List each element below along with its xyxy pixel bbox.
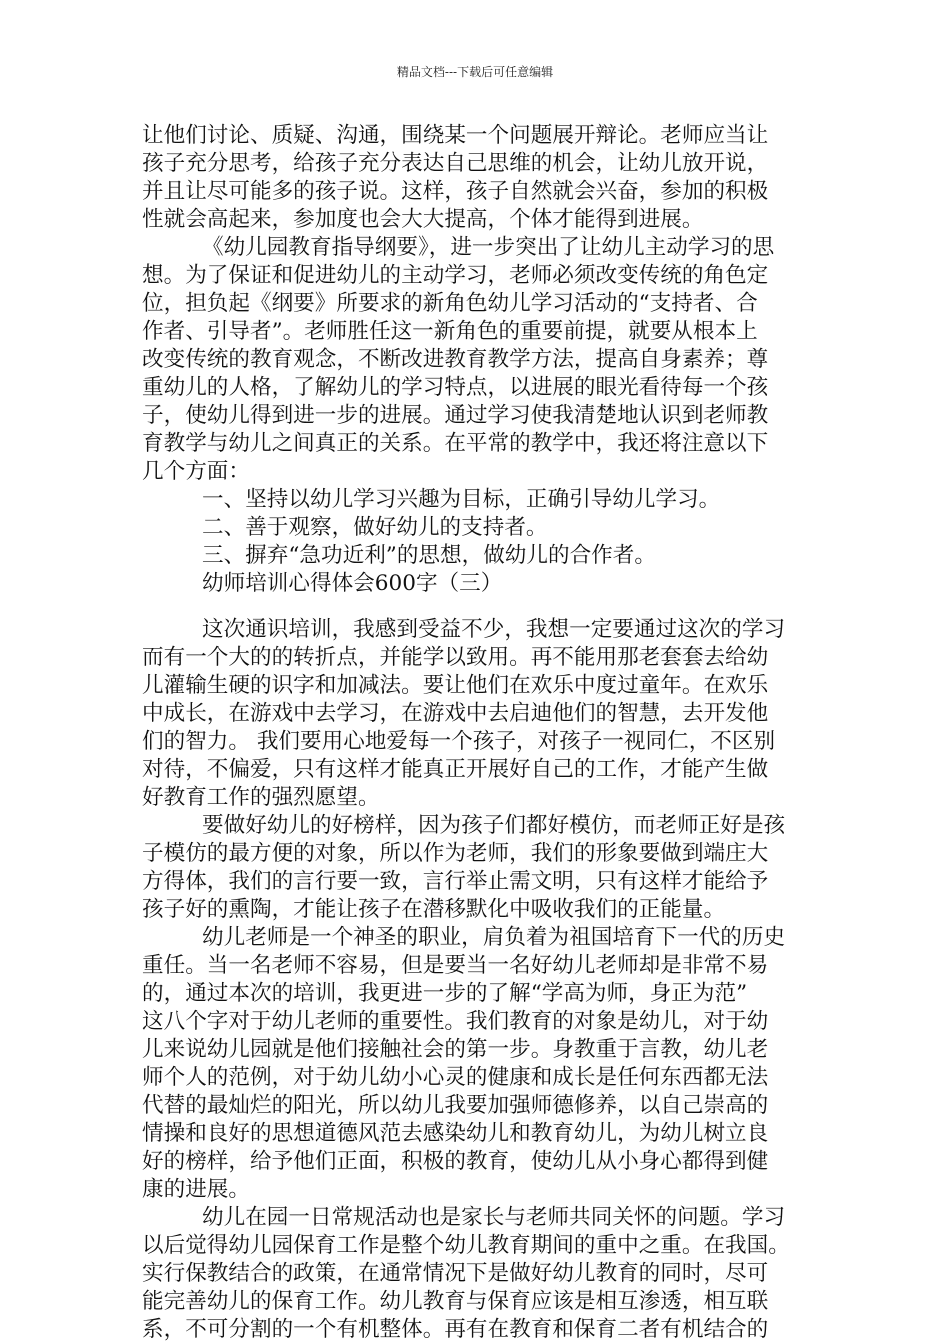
text-line: 让他们讨论、质疑、沟通，围绕某一个问题展开辩论。老师应当让	[142, 123, 769, 148]
text-line: 子，使幼儿得到进一步的进展。通过学习使我清楚地认识到老师教	[142, 403, 769, 428]
blank-spacer	[142, 598, 822, 616]
list-item: 一、坚持以幼儿学习兴趣为目标，正确引导幼儿学习。	[202, 487, 721, 512]
text-line: 重幼儿的人格，了解幼儿的学习特点，以进展的眼光看待每一个孩	[142, 375, 769, 400]
text-line: 改变传统的教育观念，不断改进教育教学方法，提高自身素养；尊	[142, 347, 769, 372]
text-line: 们的智力。 我们要用心地爱每一个孩子，对孩子一视同仁，不区别	[142, 729, 776, 754]
text-line: 性就会高起来，参加度也会大大提高，个体才能得到进展。	[142, 207, 704, 232]
text-line: 重任。当一名老师不容易，但是要当一名好幼儿老师却是非常不易	[142, 953, 769, 978]
section-heading: 幼师培训心得体会600字（三）	[202, 571, 503, 596]
text-line: 位，担负起《纲要》所要求的新角色幼儿学习活动的“支持者、合	[142, 291, 758, 316]
text-line: 孩子充分思考，给孩子充分表达自己思维的机会，让幼儿放开说，	[142, 151, 769, 176]
page-header: 精品文档---下载后可任意编辑	[396, 65, 554, 79]
text-line: 子模仿的最方便的对象，所以作为老师，我们的形象要做到端庄大	[142, 841, 769, 866]
text-line: 好的榜样，给予他们正面，积极的教育，使幼儿从小身心都得到健	[142, 1149, 769, 1174]
text-line: 孩子好的熏陶，才能让孩子在潜移默化中吸收我们的正能量。	[142, 897, 726, 922]
text-line: 而有一个大的的转折点，并能学以致用。再不能用那老套套去给幼	[142, 645, 769, 670]
text-line: 幼儿老师是一个神圣的职业，肩负着为祖国培育下一代的历史	[202, 925, 786, 950]
paragraph-training	[142, 616, 822, 812]
text-line: 好教育工作的强烈愿望。	[142, 785, 380, 810]
text-line: 方得体，我们的言行要一致，言行举止需文明，只有这样才能给予	[142, 869, 769, 894]
text-line: 幼儿在园一日常规活动也是家长与老师共同关怀的问题。学习	[202, 1205, 786, 1230]
text-line: 作者、引导者”。老师胜任这一新角色的重要前提，就要从根本上	[142, 319, 758, 344]
text-line: 以后觉得幼儿园保育工作是整个幼儿教育期间的重中之重。在我国。	[142, 1233, 790, 1258]
paragraph-guidelines	[142, 234, 822, 486]
text-line: 代替的最灿烂的阳光，所以幼儿我要加强师德修养，以自己崇高的	[142, 1093, 769, 1118]
paragraph-role-model	[142, 812, 822, 924]
text-line: 儿来说幼儿园就是他们接触社会的第一步。身教重于言教，幼儿老	[142, 1037, 769, 1062]
list-item: 三、摒弃“急功近利”的思想，做幼儿的合作者。	[202, 543, 656, 568]
list-points	[142, 486, 822, 598]
text-line: 几个方面：	[142, 459, 250, 484]
text-line: 实行保教结合的政策，在通常情况下是做好幼儿教育的同时，尽可	[142, 1261, 769, 1286]
text-line: 《幼儿园教育指导纲要》，进一步突出了让幼儿主动学习的思	[202, 235, 775, 260]
list-item: 二、善于观察，做好幼儿的支持者。	[202, 515, 548, 540]
paragraph-discussion	[142, 122, 822, 234]
paragraph-profession	[142, 924, 822, 1204]
text-line: 中成长，在游戏中去学习，在游戏中去启迪他们的智慧，去开发他	[142, 701, 769, 726]
text-line: 系，不可分割的一个有机整体。再有在教育和保育二者有机结合的	[142, 1317, 769, 1342]
text-line: 康的进展。	[142, 1177, 250, 1202]
text-line: 的，通过本次的培训，我更进一步的了解“学高为师，身正为范”	[142, 981, 748, 1006]
text-line: 儿灌输生硬的识字和加减法。要让他们在欢乐中度过童年。在欢乐	[142, 673, 769, 698]
text-line: 对待，不偏爱，只有这样才能真正开展好自己的工作，才能产生做	[142, 757, 769, 782]
text-line: 并且让尽可能多的孩子说。这样，孩子自然就会兴奋，参加的积极	[142, 179, 769, 204]
document-body	[142, 122, 822, 1344]
text-line: 育教学与幼儿之间真正的关系。在平常的教学中，我还将注意以下	[142, 431, 769, 456]
text-line: 这次通识培训，我感到受益不少，我想一定要通过这次的学习	[202, 617, 786, 642]
text-line: 师个人的范例，对于幼儿幼小心灵的健康和成长是任何东西都无法	[142, 1065, 769, 1090]
text-line: 情操和良好的思想道德风范去感染幼儿和教育幼儿，为幼儿树立良	[142, 1121, 769, 1146]
text-line: 想。为了保证和促进幼儿的主动学习，老师必须改变传统的角色定	[142, 263, 769, 288]
text-line: 这八个字对于幼儿老师的重要性。我们教育的对象是幼儿，对于幼	[142, 1009, 769, 1034]
text-line: 能完善幼儿的保育工作。幼儿教育与保育应该是相互渗透，相互联	[142, 1289, 769, 1314]
text-line: 要做好幼儿的好榜样，因为孩子们都好模仿，而老师正好是孩	[202, 813, 786, 838]
paragraph-daily-care	[142, 1204, 822, 1344]
